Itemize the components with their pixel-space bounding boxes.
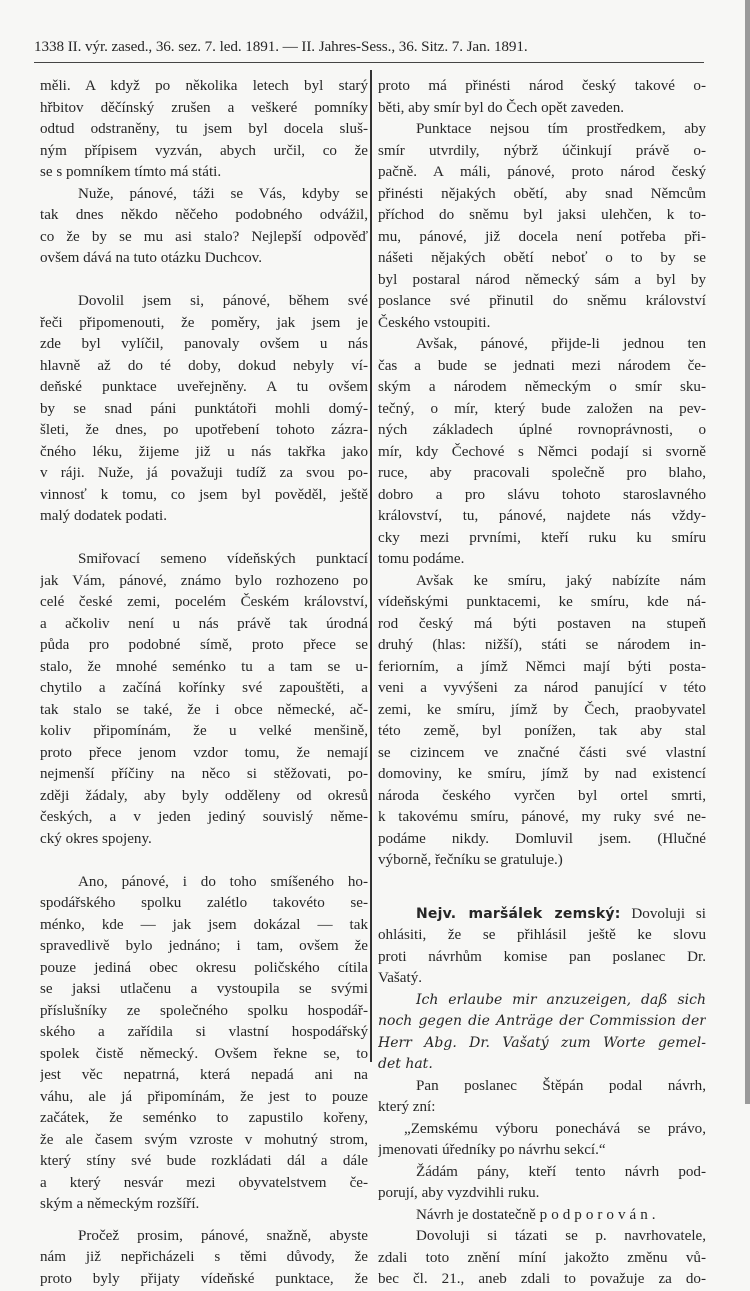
text-line: Herr Abg. Dr. Vašatý zum Worte gemel- <box>378 1034 706 1051</box>
text-line: jmenovati úředníky po návrhu sekcí.“ <box>378 1142 606 1158</box>
text-line: zemi, ke smíru, jímž by Čech, praobyvatel <box>378 701 706 718</box>
text-line: chytilo a začíná kořínky své zapouštěti, a <box>40 680 368 696</box>
column-divider <box>370 70 372 1062</box>
scan-edge-band <box>745 0 750 1104</box>
text-line: váhu, ale já připomínám, že jest to pouze <box>40 1088 368 1105</box>
text-line: Českého vstoupiti. <box>378 314 491 331</box>
text-line: koliv připomínám, že u velké menšině, <box>40 723 368 739</box>
text-line: že ale časem svým vzroste v mohutný strom, <box>40 1131 368 1148</box>
text-line: Punktace nejsou tím prostředkem, aby <box>416 121 706 137</box>
text-line: co že by se mu asi stalo? Nejlepší odpověď <box>40 228 368 245</box>
text-line: příchod do sněmu byl jaksi ulehčen, k to- <box>378 207 706 223</box>
text-line: proto má přinésti národ český takové o- <box>378 78 706 94</box>
text-line: dobro a pro slávu tohoto staroslavného <box>378 486 706 503</box>
paragraph-gap <box>40 270 368 292</box>
text-line: Avšak, pánové, přijde-li jednou ten <box>416 336 706 352</box>
header-german: II. Jahres-Sess., 36. Sitz. 7. Jan. 1891. <box>301 38 528 55</box>
header-czech: II. výr. zased., 36. sez. 7. led. 1891. <box>67 38 279 55</box>
speaker-name: Nejv. maršálek zemský: <box>416 905 621 922</box>
text-line: Vašatý. <box>378 970 423 986</box>
paragraph-quote <box>378 1119 706 1162</box>
text-line: nám již nepřicházeli s těmi důvody, že <box>40 1249 368 1265</box>
text-line: nejmenší příčiny na něco si stěžovati, po- <box>40 766 368 782</box>
paragraph <box>378 1076 706 1119</box>
text-line: zdali toto znění míní jakožto změnu vů- <box>378 1249 706 1266</box>
text-line: tak stalo se také, že i obce německé, ač- <box>40 701 368 718</box>
text-line: vídeňskými punktacemi, ke smíru, kde ná- <box>378 594 706 610</box>
text-line: přinésti nějakých obětí, aby snad Němcům <box>378 185 706 202</box>
paragraph <box>40 549 368 850</box>
text-line: poslance své přinutil do sněmu království <box>378 293 706 309</box>
text-line: hřbitov děčínský zrušen a veškeré pomníky <box>40 99 368 116</box>
text-line: veni a vyvýšeni za národ panující v této <box>378 680 706 696</box>
text-line: Dovolil jsem si, pánové, během své <box>78 293 368 309</box>
text-line: Pročež prosim, pánové, snažně, abyste <box>78 1227 368 1244</box>
text-line: ohlásiti, že se přihlásil ještě ke slovu <box>378 927 706 943</box>
page-number: 1338 <box>34 38 64 55</box>
text-fragment: Návrh je dostatečně <box>416 1206 536 1223</box>
text-line: smír utvrdily, nýbrž účinkují právě o- <box>378 142 706 159</box>
text-line: pouze jediná obec okresu poličského cítila <box>40 959 368 976</box>
text-line: hlavně až do té doby, dokud nebyly ví- <box>40 357 368 374</box>
text-line: cký okres spojeny. <box>40 830 152 847</box>
text-line: jest věc nepatrná, která nepadá ani na <box>40 1067 368 1083</box>
text-line: malý dodatek podati. <box>40 508 168 524</box>
paragraph-gap <box>40 1216 368 1226</box>
text-line: výborně, řečníku se gratuluje.) <box>378 852 563 868</box>
text-line: mír, kdy Čechové s Němci podají si svorně <box>378 443 706 460</box>
header-dash: — <box>282 38 298 55</box>
text-line: jak Vám, pánové, známo bylo rozhozeno po <box>40 572 368 589</box>
text-fragment: Dovoluji si <box>631 905 706 922</box>
text-line: ných základech úplné rovnoprávnosti, o <box>378 422 706 438</box>
text-line: by se snad páni punktátoři mohli domý- <box>40 400 368 417</box>
text-line: Avšak ke smíru, jaký nabízíte nám <box>416 572 706 589</box>
text-line: cky mezi prvními, kteří ruku ku smíru <box>378 529 706 546</box>
paragraph-gap <box>40 528 368 550</box>
emphasized-text: podporován. <box>539 1206 660 1223</box>
text-line: druhý (hlas: nižší), státi se národem in- <box>378 637 706 653</box>
text-line: Nuže, pánové, táži se Vás, kdyby se <box>78 185 368 202</box>
paragraph <box>378 1162 706 1205</box>
text-line: deňské punktace uveřejněny. A tu ovšem <box>40 379 368 395</box>
text-line: Žádám pány, kteří tento návrh pod- <box>416 1163 706 1180</box>
paragraph <box>40 1226 368 1291</box>
running-header <box>34 38 704 63</box>
text-line: království, tu, pánové, najdete nás vždy- <box>378 508 706 524</box>
text-line: tak dnes někdo něčeho podobného odvážil, <box>40 207 368 223</box>
text-line: pačně. A máli, pánové, proto národ český <box>378 164 706 180</box>
text-line: tečný, o mír, který bude založen na pev- <box>378 400 706 417</box>
text-line: spravedlivě bylo jednáno; i tam, ovšem že <box>40 938 368 954</box>
text-line: Smiřovací semeno vídeňských punktací <box>78 551 368 567</box>
text-line: Pan poslanec Štěpán podal návrh, <box>416 1077 706 1094</box>
text-line: národa českého vyrčen byl ortel smrti, <box>378 787 706 804</box>
text-line: proti návrhům komise pan poslanec Dr. <box>378 948 706 965</box>
text-line: čného léku, žijeme již u nás takřka jako <box>40 443 368 460</box>
text-line: feriorním, a jímž Němci mají býti posta- <box>378 658 706 675</box>
text-line: a ačkoliv není u nás právě tak úrodná <box>40 615 368 632</box>
text-line: příslušníky ze společného spolku hospodář- <box>40 1002 368 1019</box>
paragraph-gap <box>40 850 368 872</box>
text-line: odtud odstraněny, tu jsem byl docela sluš- <box>40 121 368 137</box>
text-line: a který nesvár mezi obyvatelstvem če- <box>40 1174 368 1191</box>
text-line: stalo, že mnohé seménko tu a tam se u- <box>40 658 368 675</box>
text-line: se cizincem ve značné části své vlastní <box>378 744 706 761</box>
text-line: který stíny své bude rozkládati dál a dále <box>40 1153 368 1169</box>
text-line: vinnosť k tomu, co jsem byl pověděl, ještě <box>40 486 368 503</box>
paragraph-gap <box>378 872 706 904</box>
text-line: ným přípisem vyzván, abych určil, co že <box>40 142 368 159</box>
paragraph <box>378 1226 706 1291</box>
text-line: byl postaral národ německý sám a byl by <box>378 271 706 288</box>
text-line: ským a národem německým o smír sku- <box>378 379 706 395</box>
text-line: porují, aby vyzdvihli ruku. <box>378 1185 540 1201</box>
paragraph <box>378 76 706 119</box>
text-line: českých, a v jeden jediný souvislý něme- <box>40 809 368 825</box>
paragraph <box>378 1205 706 1227</box>
text-line: který zní: <box>378 1099 436 1115</box>
text-line: Ich erlaube mir anzuzeigen, daß sich <box>416 991 706 1008</box>
text-line: čas a bude se jednati mezi národem če- <box>378 357 706 374</box>
text-line: ského a zařídila si vlastní hospodářský <box>40 1024 368 1040</box>
text-line: k takovému smíru, pánové, my ruky své ne- <box>378 809 706 825</box>
text-line: v ráji. Nuže, já považuji tudíž za svou po- <box>40 465 368 481</box>
text-line: mu, pánové, již docela není potřeba při- <box>378 228 706 245</box>
text-line: noch gegen die Anträge der Commission der <box>378 1013 706 1029</box>
text-line: celé české zemi, pocelém Českém království, <box>40 594 368 610</box>
paragraph <box>40 872 368 1216</box>
paragraph <box>378 119 706 334</box>
text-line: půda pro podobné símě, proto přece se <box>40 637 368 653</box>
text-line: „Zemskému výboru ponechává se právo, <box>404 1120 706 1137</box>
left-column <box>40 76 368 1290</box>
text-line: proto byly přijaty vídeňské punktace, že <box>40 1270 368 1287</box>
text-line: Ano, pánové, i do toho smíšeného ho- <box>78 873 368 890</box>
text-line: podáme nikdy. Domluvil jsem. (Hlučné <box>378 830 706 847</box>
paragraph <box>40 184 368 270</box>
text-line: proto přece jenom vzdor tomu, že nemají <box>40 744 368 761</box>
text-line: se s pomníkem tímto má státi. <box>40 164 222 180</box>
paragraph <box>378 334 706 571</box>
text-line: Dovoluji si tázati se p. navrhovatele, <box>416 1228 706 1244</box>
text-line <box>378 904 706 926</box>
text-line: šleti, že dnes, po upotřebení tohoto zázra- <box>40 422 368 438</box>
text-line: nášeti nějakých obětí neboť o to by se <box>378 250 706 266</box>
text-line: řeči připomenouti, že poměry, jak jsem je <box>40 314 368 331</box>
text-line: se jaksi utlačenu a vystoupila se svými <box>40 981 368 997</box>
text-line: měli. A když po několika letech byl starý <box>40 78 368 94</box>
right-column <box>378 76 706 1291</box>
paragraph <box>378 904 706 990</box>
paragraph-german <box>378 990 706 1076</box>
text-line: spolek čistě německý. Ovšem řekne se, to <box>40 1045 368 1062</box>
text-line: ským a německým rozšíří. <box>40 1196 200 1212</box>
text-line: det hat. <box>378 1056 433 1072</box>
text-line: rod český má býti postaven na stupeň <box>378 615 706 632</box>
paragraph <box>40 76 368 184</box>
text-line: zději žádaly, aby byly odděleny od okresů <box>40 787 368 804</box>
text-line: ménko, kde — jak jsem dokázal — tak <box>40 916 368 933</box>
text-line: zde byl vylíčil, panovaly ovšem u nás <box>40 336 368 352</box>
paragraph <box>378 571 706 872</box>
text-line: této země, byl ponížen, tak aby stal <box>378 723 706 739</box>
paragraph <box>40 291 368 528</box>
text-line: ruce, aby pracovali společně pro blaho, <box>378 465 706 481</box>
text-line <box>378 1205 706 1227</box>
text-line: tomu podáme. <box>378 551 465 567</box>
text-line: spodářského spolku zalétlo takovéto se- <box>40 895 368 911</box>
text-line: domoviny, ke smíru, jímž by nad existencí <box>378 766 706 782</box>
text-line: začátek, že seménko to zapustilo kořeny, <box>40 1110 368 1126</box>
text-line: bec čl. 21., aneb zdali to považuje za do- <box>378 1271 706 1287</box>
text-line: ovšem dává na tuto otázku Duchcov. <box>40 250 263 266</box>
text-line: běti, aby smír byl do Čech opět zaveden. <box>378 99 625 116</box>
